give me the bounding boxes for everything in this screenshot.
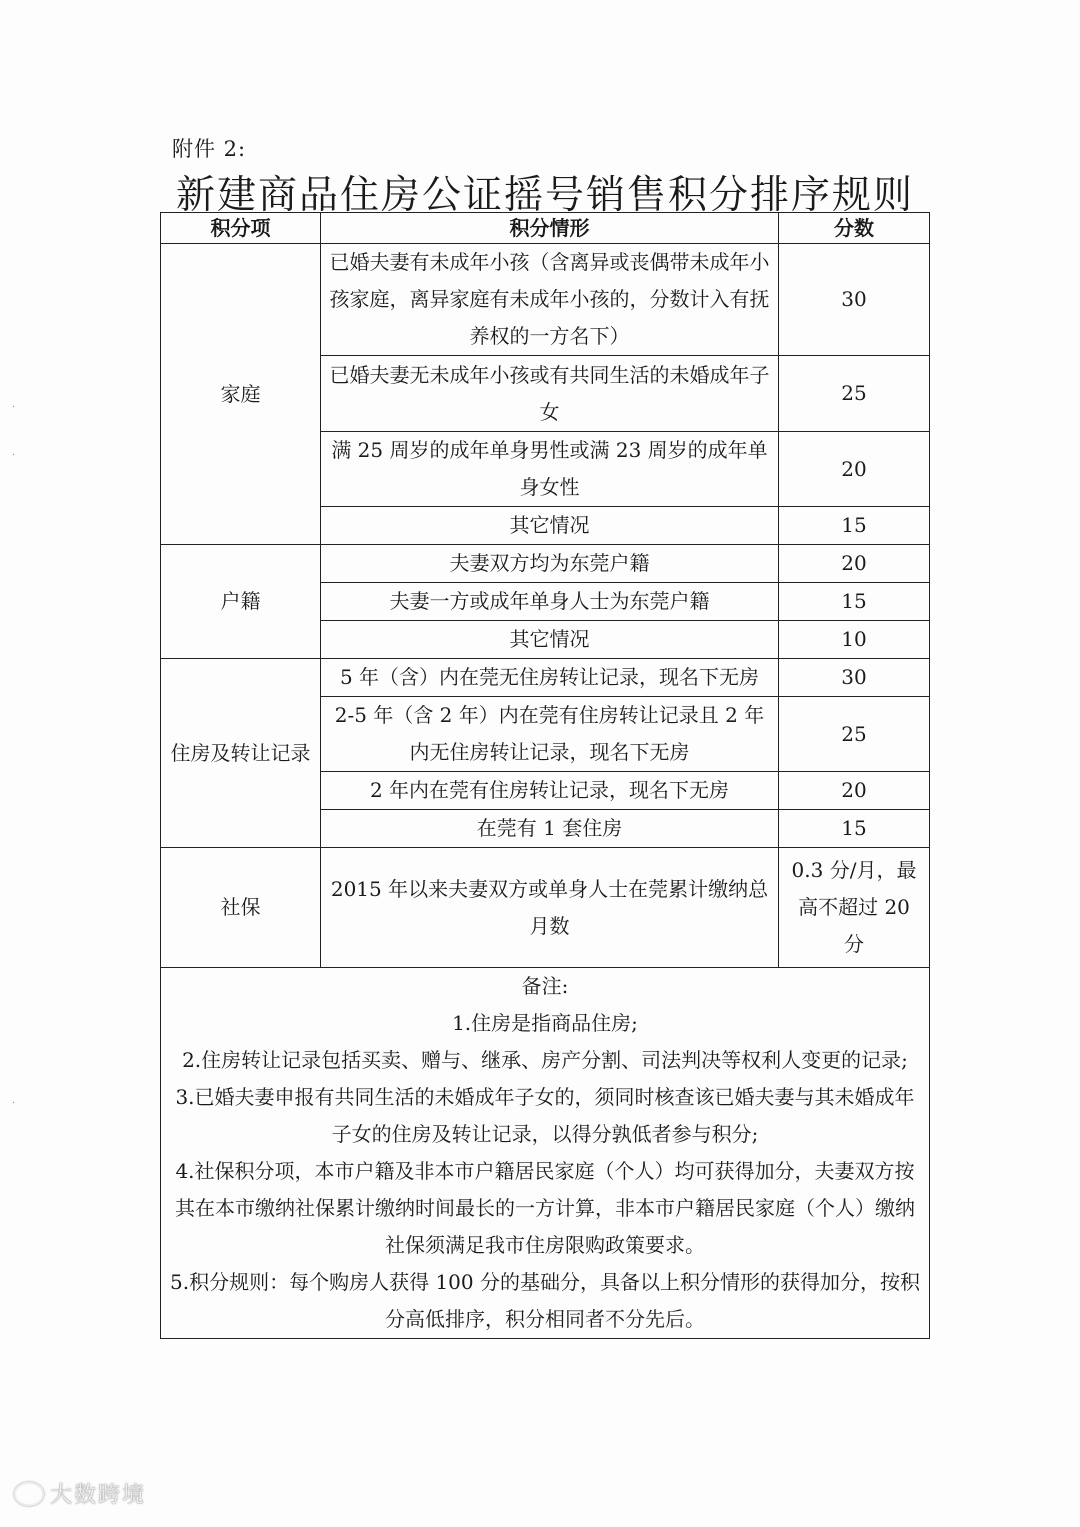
row-score: 10 [779,621,930,659]
row-desc: 夫妻双方均为东莞户籍 [321,545,779,583]
table-row [161,848,930,968]
watermark [14,1478,146,1509]
row-score: 25 [779,356,930,432]
row-score: 30 [779,244,930,356]
notes-heading: 备注: [521,974,569,998]
row-score: 15 [779,810,930,848]
table-header-row [161,213,930,244]
header-score: 分数 [779,213,930,244]
row-desc: 其它情况 [321,621,779,659]
note-item: 3.已婚夫妻申报有共同生活的未婚成年子女的，须同时核查该已婚夫妻与其未婚成年子女的住房及转让记录，以得分孰低者参与积分; [175,1085,915,1146]
watermark-text: 大数跨境 [50,1483,147,1508]
scan-mark: · [12,450,16,461]
category-social: 社保 [161,848,321,968]
category-hukou: 户籍 [161,545,321,659]
note-item: 5.积分规则：每个购房人获得 100 分的基础分，具备以上积分情形的获得加分，按积分高低排序，积分相同者不分先后。 [170,1270,920,1331]
notes-cell [161,968,930,1339]
scoring-table [160,212,930,1339]
table-row [161,545,930,583]
row-desc: 满 25 周岁的成年单身男性或满 23 周岁的成年单身女性 [321,432,779,507]
watermark-logo-icon [14,1482,44,1506]
row-desc: 2 年内在莞有住房转让记录，现名下无房 [321,772,779,810]
row-score: 0.3 分/月，最高不超过 20 分 [779,848,930,968]
category-family: 家庭 [161,244,321,545]
scan-mark: · [12,1098,16,1109]
row-desc: 2-5 年（含 2 年）内在莞有住房转让记录且 2 年内无住房转让记录，现名下无房 [321,697,779,772]
row-score: 15 [779,507,930,545]
row-desc: 在莞有 1 套住房 [321,810,779,848]
header-situation: 积分情形 [321,213,779,244]
row-desc: 夫妻一方或成年单身人士为东莞户籍 [321,583,779,621]
note-item: 2.住房转让记录包括买卖、赠与、继承、房产分割、司法判决等权利人变更的记录; [182,1048,908,1072]
row-score: 20 [779,432,930,507]
row-desc: 已婚夫妻无未成年小孩或有共同生活的未婚成年子女 [321,356,779,432]
row-score: 20 [779,772,930,810]
scan-mark: · [12,402,16,413]
category-housing: 住房及转让记录 [161,659,321,848]
row-desc: 5 年（含）内在莞无住房转让记录，现名下无房 [321,659,779,697]
table-row [161,244,930,356]
row-desc: 已婚夫妻有未成年小孩（含离异或丧偶带未成年小孩家庭，离异家庭有未成年小孩的，分数计入有抚养权的一方名下） [321,244,779,356]
row-score: 20 [779,545,930,583]
row-score: 15 [779,583,930,621]
note-item: 4.社保积分项，本市户籍及非本市户籍居民家庭（个人）均可获得加分，夫妻双方按其在本市缴纳社保累计缴纳时间最长的一方计算，非本市户籍居民家庭（个人）缴纳社保须满足我市住房限购政策要求。 [175,1159,915,1257]
header-item: 积分项 [161,213,321,244]
note-item: 1.住房是指商品住房; [452,1011,638,1035]
notes-row [161,968,930,1339]
row-desc: 2015 年以来夫妻双方或单身人士在莞累计缴纳总月数 [321,848,779,968]
row-desc: 其它情况 [321,507,779,545]
row-score: 25 [779,697,930,772]
row-score: 30 [779,659,930,697]
attachment-label: 附件 2: [172,137,247,161]
table-row [161,659,930,697]
page-title: 新建商品住房公证摇号销售积分排序规则 [175,173,914,218]
